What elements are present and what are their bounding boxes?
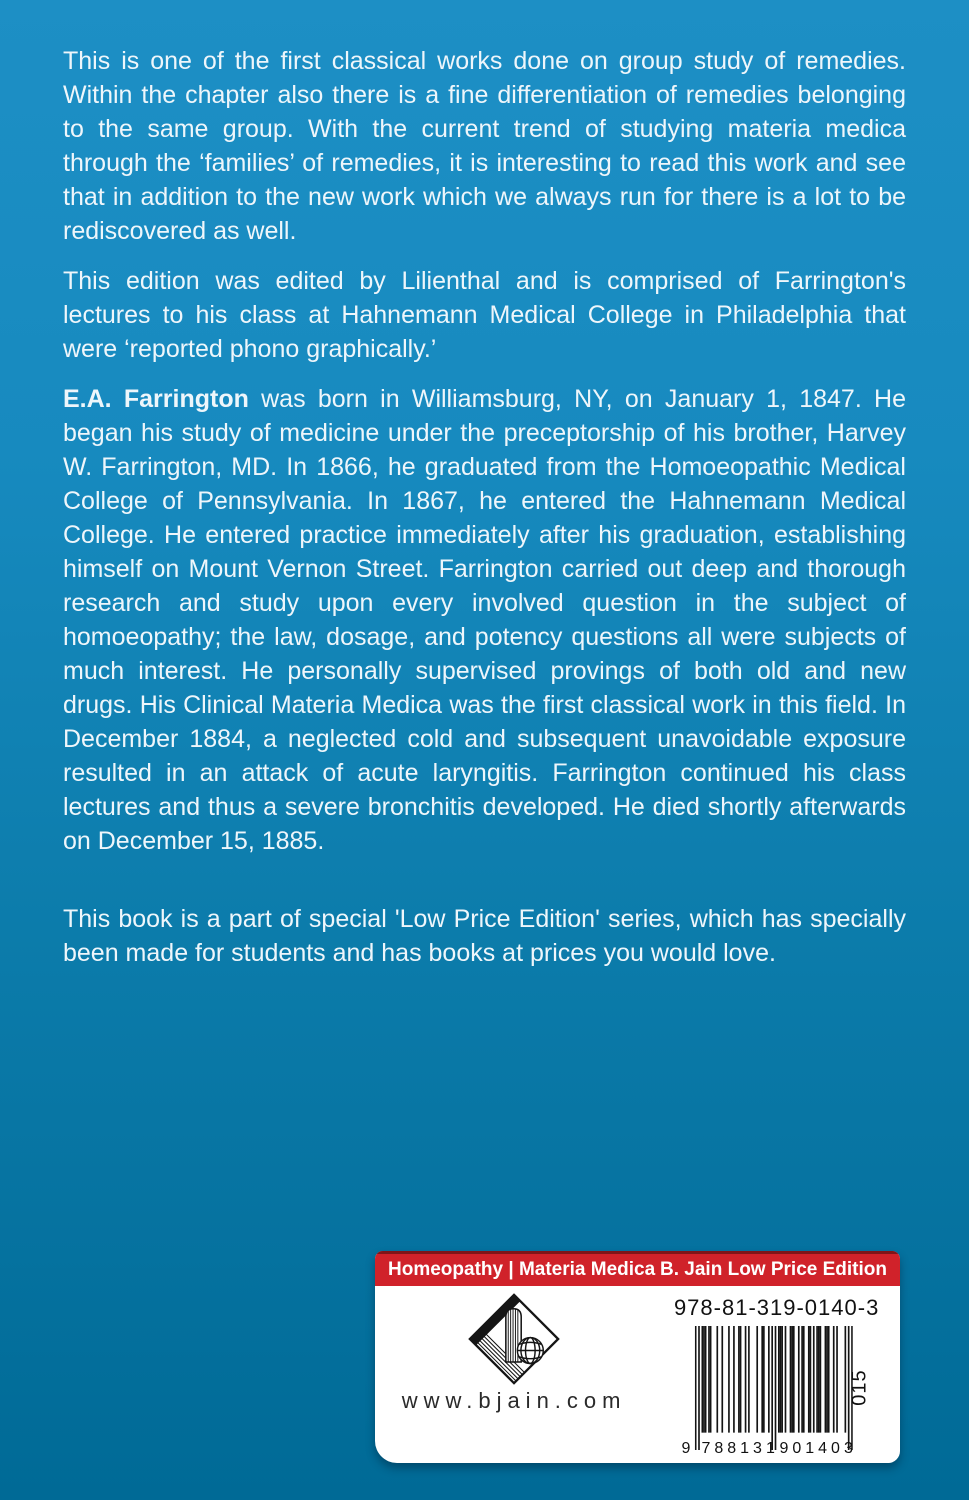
back-cover-text — [63, 44, 906, 986]
label-body — [375, 1286, 900, 1463]
edition-text: B. Jain Low Price Edition — [660, 1259, 887, 1280]
paragraph-biography — [63, 382, 906, 858]
paragraph-edition: This edition was edited by Lilienthal and is comprised of Farrington's lectures to his class at Hahnemann Medical College in Philadelphia that were ‘reported phono graphically.’ — [63, 267, 906, 363]
paragraph-low-price-edition: This book is a part of special 'Low Price Edition' series, which has specially been made for students and has books at prices you would love. — [63, 905, 906, 967]
barcode — [681, 1326, 871, 1457]
author-name: E.A. Farrington — [63, 385, 249, 413]
biography-text: was born in Williamsburg, NY, on January 1, 1847. He began his study of medicine under the preceptorship of his brother, Harvey W. Farrington, MD. In 1866, he graduated from the Homoeopathic Medical College of Pennsylvania. In 1867, he entered the Hahnemann Medical College. He entered practice immediately after his graduation, establishing himself on Mount Vernon Street. Farrington carried out deep and thorough research and study upon every involved question in the subject of homoeopathy; the law, dosage, and potency questions all were subjects of much interest. He personally supervised provings of both old and new drugs. His Clinical Materia Medica was the first classical work in this field. In December 1884, a neglected cold and subsequent unavoidable exposure resulted in an attack of acute laryngitis. Farrington continued his class lectures and thus a severe bronchitis developed. He died shortly afterwards on December 15, 1885. — [63, 385, 906, 855]
bjain-logo-icon — [466, 1291, 562, 1387]
publisher-label — [375, 1251, 900, 1463]
paragraph-remedies: This is one of the first classical works done on group study of remedies. Within the chapter also there is a fine differentiation of remedies belonging to the same group. With the current trend of studying materia medica through the ‘families’ of remedies, it is interesting to read this work and see that in addition to the new work which we always run for there is a lot to be rediscovered as well. — [63, 47, 906, 245]
publisher-block — [375, 1286, 653, 1463]
barcode-block — [653, 1286, 900, 1463]
barcode-side-number: 015 — [848, 1369, 871, 1406]
category-strip — [375, 1251, 900, 1286]
website-text: www.bjain.com — [401, 1388, 627, 1413]
isbn-text: 978-81-319-0140-3 — [673, 1295, 880, 1320]
barcode-first-digit: 9 — [681, 1440, 691, 1457]
barcode-left-group: 788131 — [701, 1440, 779, 1457]
barcode-digits — [681, 1438, 857, 1458]
barcode-bars — [694, 1326, 852, 1450]
category-text: Homeopathy | Materia Medica — [388, 1259, 656, 1280]
barcode-right-group: 901403 — [779, 1440, 857, 1457]
